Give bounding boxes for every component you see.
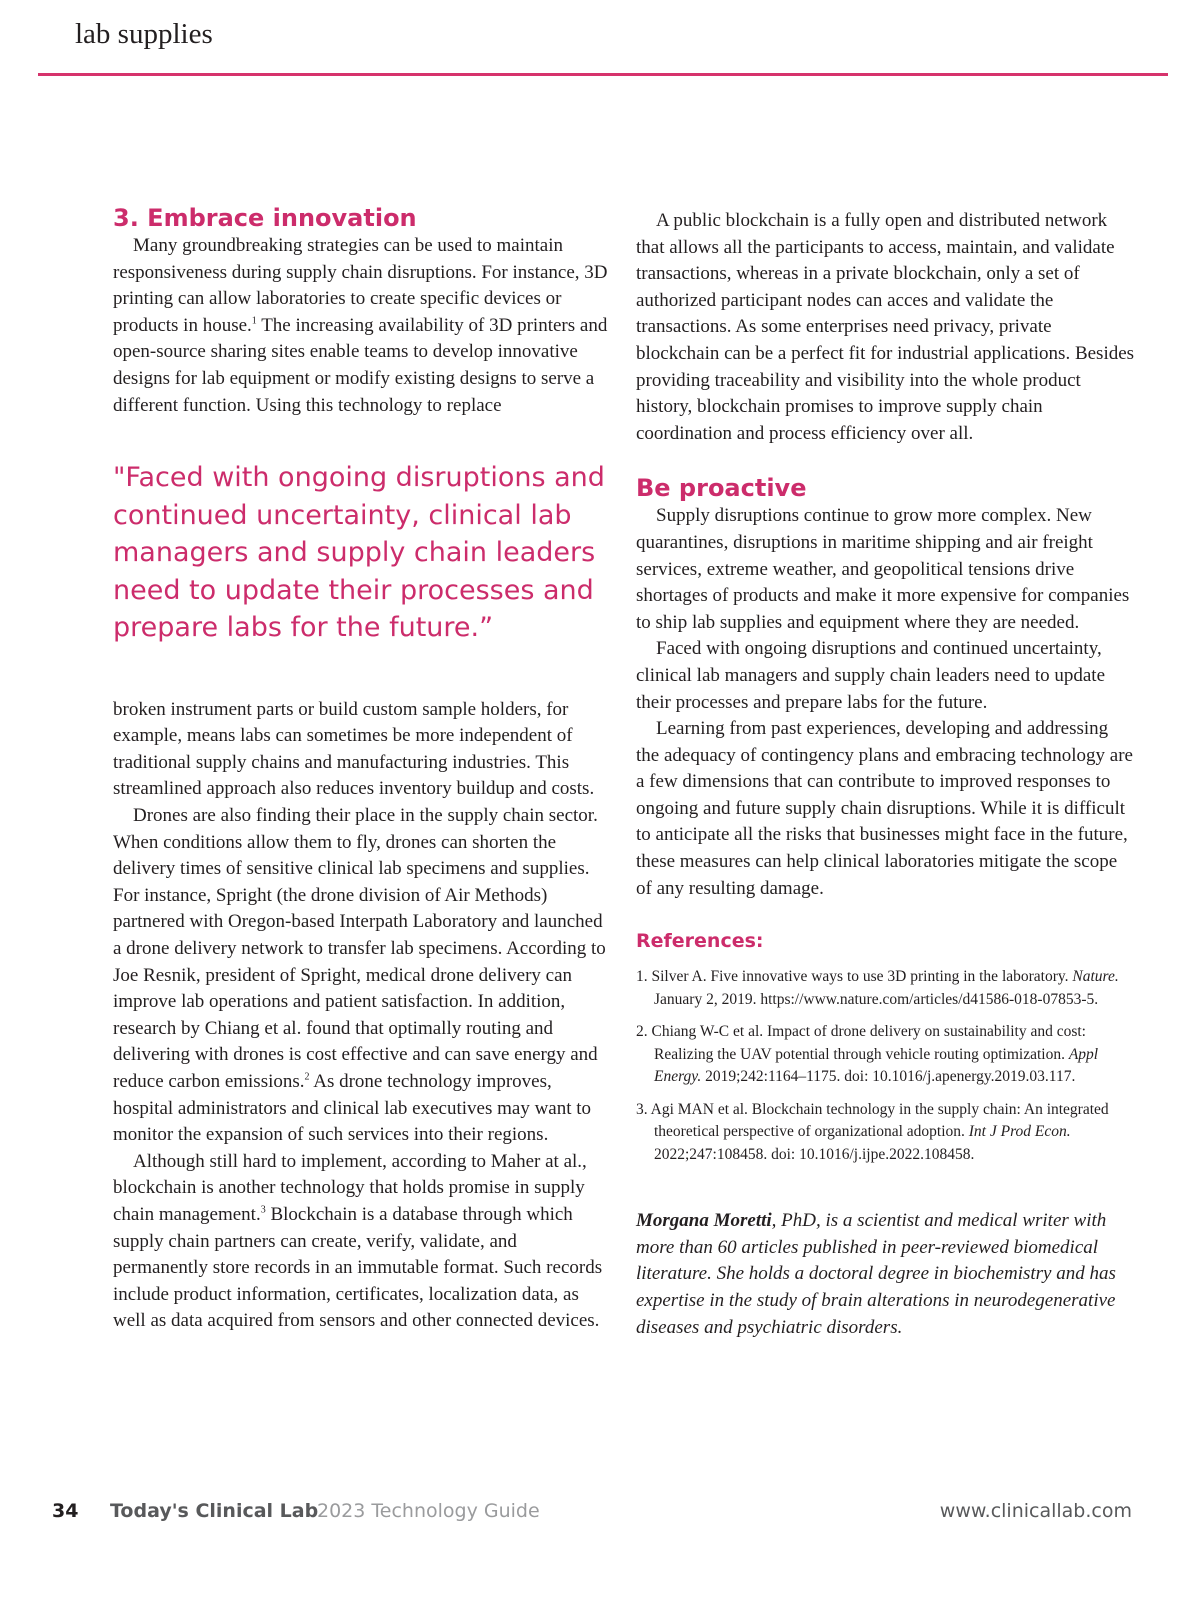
author-name: Morgana Moretti <box>636 1210 772 1232</box>
header-rule <box>38 73 1168 76</box>
right-column <box>636 203 1136 1341</box>
author-bio: Morgana Moretti, PhD, is a scientist and medical writer with more than 60 articles published in peer-reviewed biomedical literature. She holds a doctoral degree in biochemistry and has expertise in the study of brain alterations in neurodegenerative diseases and psychiatric disorders. <box>636 1210 1116 1338</box>
reference-item: 1. Silver A. Five innovative ways to use 3D printing in the laboratory. Nature. January 2, 2019. https://www.nature.com/articles/d41586-018-07853-5. <box>636 968 1119 1008</box>
references-list <box>636 966 1136 1166</box>
paragraph: Many groundbreaking strategies can be used to maintain responsiveness during supply chain disruptions. For instance, 3D printing can allow laboratories to create specific devices or products in house.$^1$ The increasing availability of 3D printers and open-source sharing sites enable teams to develop innovative designs for lab equipment or modify existing designs to serve a different function. Using this technology to replace <box>113 235 608 416</box>
website-url[interactable]: www.clinicallab.com <box>939 1500 1132 1522</box>
paragraph: Drones are also finding their place in the supply chain sector. When conditions allow them to fly, drones can shorten the delivery times of sensitive clinical lab specimens and supplies. For instance, Spright (the drone division of Air Methods) partnered with Oregon-based Interpath Laboratory and launched a drone delivery network to transfer lab specimens. According to Joe Resnik, president of Spright, medical drone delivery can improve lab operations and patient satisfaction. In addition, research by Chiang et al. found that optimally routing and delivering with drones is cost effective and can save energy and reduce carbon emissions.$^2$ As drone technology improves, hospital administrators and clinical lab executives may want to monitor the expansion of such services into their regions. <box>113 805 606 1146</box>
section-heading-embrace-innovation: 3. Embrace innovation <box>113 204 417 232</box>
paragraph: Supply disruptions continue to grow more complex. New quarantines, disruptions in maritime shipping and air freight services, extreme weather, and geopolitical tensions drive shortages of products and make it more expensive for companies to ship lab supplies and equipment where they are needed. <box>636 505 1130 633</box>
paragraph: Faced with ongoing disruptions and continued uncertainty, clinical lab managers and supply chain leaders need to update their processes and prepare labs for the future. <box>636 638 1106 713</box>
pull-quote: "Faced with ongoing disruptions and continued uncertainty, clinical lab managers and supply chain leaders need to update their processes and prepare labs for the future.” <box>113 462 605 644</box>
issue-title: 2023 Technology Guide <box>317 1500 540 1522</box>
citation-sup: 3 <box>260 1204 266 1216</box>
section-heading-be-proactive: Be proactive <box>636 474 807 503</box>
citation-sup: 2 <box>304 1071 310 1083</box>
reference-item: 2. Chiang W-C et al. Impact of drone delivery on sustainability and cost: Realizing the UAV potential through vehicle routing optimization. Appl Energy. 2019;242:1164–1175. doi: 10.1016/j.apenergy.2019.03.117. <box>636 1023 1099 1086</box>
page-number: 34 <box>52 1500 79 1522</box>
paragraph: Although still hard to implement, according to Maher at al., blockchain is another technology that holds promise in supply chain management.$^3$ Blockchain is a database through which supply chain partners can create, verify, validate, and permanently store records in an immutable format. Such records include product information, certificates, localization data, as well as data acquired from sensors and other connected devices. <box>113 1150 603 1332</box>
running-header: lab supplies <box>75 18 213 50</box>
paragraph: A public blockchain is a fully open and distributed network that allows all the participants to access, maintain, and validate transactions, whereas in a private blockchain, only a set of authorized participant nodes can acces and validate the transactions. As some enterprises need privacy, private blockchain can be a perfect fit for industrial applications. Besides providing traceability and visibility into the whole product history, blockchain promises to improve supply chain coordination and process efficiency over all. <box>636 210 1135 444</box>
citation-sup: 1 <box>251 315 257 327</box>
reference-item: 3. Agi MAN et al. Blockchain technology in the supply chain: An integrated theoretical perspective of organizational adoption. Int J Prod Econ. 2022;247:108458. doi: 10.1016/j.ijpe.2022.108458. <box>636 1100 1109 1163</box>
magazine-name: Today's Clinical Lab <box>110 1500 319 1522</box>
left-column <box>113 203 610 1335</box>
footer <box>52 1500 1132 1530</box>
paragraph: broken instrument parts or build custom sample holders, for example, means labs can sometimes be more independent of traditional supply chains and manufacturing industries. This streamlined approach also reduces inventory buildup and costs. <box>113 698 595 800</box>
paragraph: Learning from past experiences, developing and addressing the adequacy of contingency plans and embracing technology are a few dimensions that can contribute to improved responses to ongoing and future supply chain disruptions. While it is difficult to anticipate all the risks that businesses might face in the future, these measures can help clinical laboratories mitigate the scope of any resulting damage. <box>636 718 1133 899</box>
references-heading: References: <box>636 930 764 953</box>
